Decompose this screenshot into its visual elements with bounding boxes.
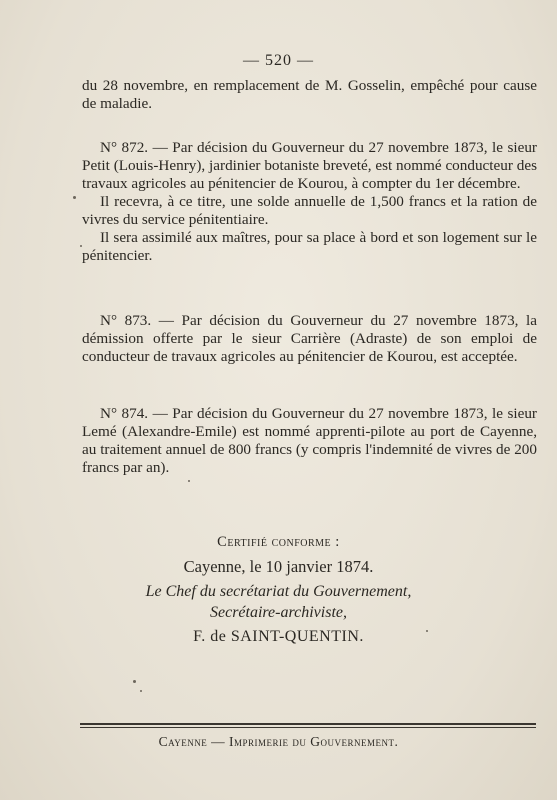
paper-speck xyxy=(80,245,82,247)
paper-speck xyxy=(140,690,142,692)
continuation-text: du 28 novembre, en remplacement de M. Gosselin, empêché pour cause de maladie. xyxy=(82,77,537,112)
footer-rule-thick xyxy=(80,723,536,725)
paper-speck xyxy=(73,196,76,199)
paper-speck xyxy=(426,630,428,632)
decision-874 xyxy=(82,405,537,477)
certification-place-date: Cayenne, le 10 janvier 1874. xyxy=(183,557,374,576)
decision-872-salary: Il recevra, à ce titre, une solde annuelle de 1,500 francs et la ration de vivres du service pénitentiaire. xyxy=(82,193,537,228)
paper-speck xyxy=(188,480,190,482)
decision-873 xyxy=(82,312,537,366)
decision-874-text: N° 874. — Par décision du Gouverneur du 27 novembre 1873, le sieur Lemé (Alexandre-Emile) est nommé apprenti-pilote au port de Cayenne, au traitement annuel de 800 francs (y compris l'indemnité de vivres de 200 francs par an). xyxy=(82,405,537,476)
certification-role-line1: Le Chef du secrétariat du Gouvernement, xyxy=(145,583,412,600)
signature: F. de SAINT-QUENTIN. xyxy=(193,628,364,645)
printer-footer: Cayenne — Imprimerie du Gouvernement. xyxy=(158,734,399,749)
footer-rule-thin xyxy=(80,727,536,728)
continuation-paragraph xyxy=(82,77,537,113)
certification-heading: Certifié conforme : xyxy=(217,534,340,550)
page-number: — 520 — xyxy=(243,52,314,69)
decision-872-text: N° 872. — Par décision du Gouverneur du 27 novembre 1873, le sieur Petit (Louis-Henry), jardinier botaniste breveté, est nommé conducteur des travaux agricoles au pénitencier de Kourou, à compter du 1er décembre. xyxy=(82,139,537,192)
certification-role-line2: Secrétaire-archiviste, xyxy=(210,604,347,621)
decision-873-text: N° 873. — Par décision du Gouverneur du 27 novembre 1873, la démission offerte par le sieur Carrière (Adraste) de son emploi de conducteur de travaux agricoles au pénitencier de Kourou, est acceptée. xyxy=(82,312,537,365)
decision-872 xyxy=(82,139,537,265)
decision-872-housing: Il sera assimilé aux maîtres, pour sa place à bord et son logement sur le pénitencier. xyxy=(82,229,537,264)
paper-speck xyxy=(133,680,136,683)
